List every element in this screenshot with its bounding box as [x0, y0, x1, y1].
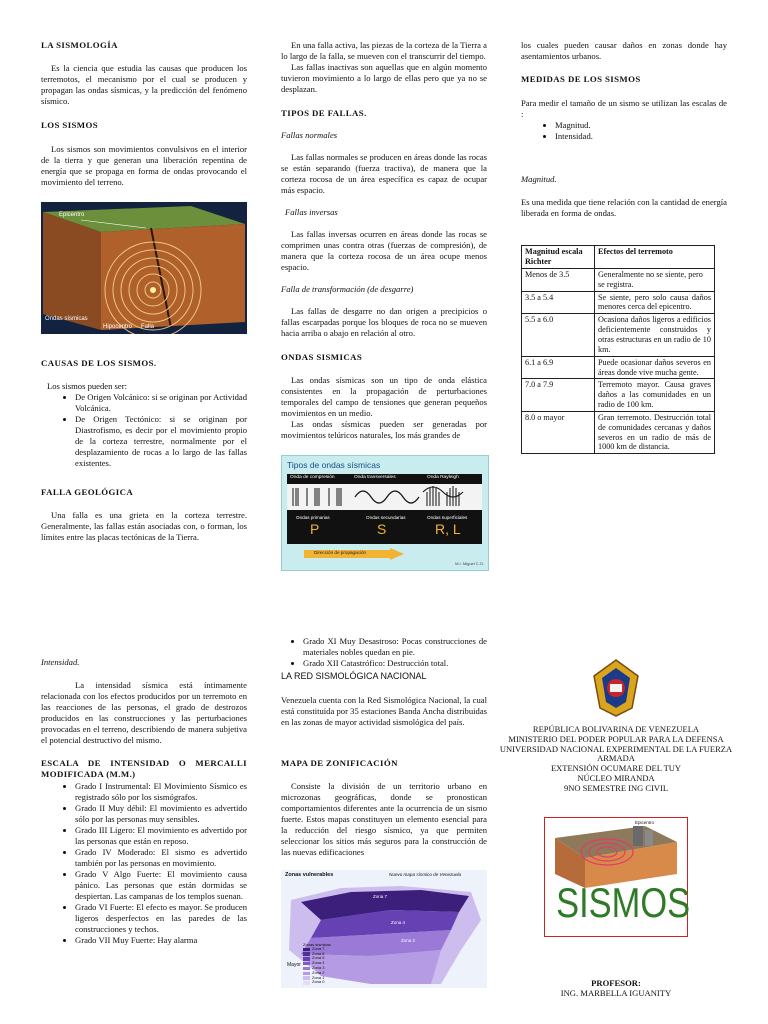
- cover-title: SISMOS: [556, 879, 691, 927]
- map-legend-item: [303, 980, 331, 985]
- table-row: [522, 379, 715, 412]
- zonification-map: [281, 870, 487, 988]
- map-legend-label: Zona 1: [312, 974, 325, 980]
- table-row: [522, 268, 715, 291]
- text-ondas-1: Las ondas sísmicas son un tipo de onda elástica consistentes en la propagación de perturbaciones temporales del campo de tensiones que generan pequeños movimientos en un medio.: [281, 374, 487, 418]
- map-subtitle: Nuevo mapa sísmico de Venezuela: [389, 871, 462, 877]
- map-legend-label: Zona 3: [312, 965, 325, 971]
- map-legend: [303, 942, 331, 985]
- map-legend-swatch: [303, 967, 310, 971]
- cover-line: 9NO SEMESTRE ING CIVIL: [563, 782, 669, 793]
- heading-mapa: MAPA DE ZONIFICACIÓN: [281, 757, 398, 768]
- heading-ondas: ONDAS SISMICAS: [281, 352, 363, 363]
- map-legend-swatch: [303, 972, 310, 976]
- table-row: [522, 411, 715, 453]
- subheading-fallas-inversas: Fallas inversas: [285, 207, 338, 218]
- map-legend-label: Zona 6: [312, 950, 325, 956]
- cover-institution-block: [496, 725, 736, 793]
- map-legend-label: Zona 2: [312, 969, 325, 975]
- wave-sub-primarias: Ondas primarias: [296, 514, 330, 520]
- grado-item: • Grado II Muy débil: El movimiento es advertido sólo por las personas muy sensibles.: [75, 803, 247, 825]
- table-cell: Puede ocasionar daños severos en áreas donde vive mucha gente.: [595, 356, 715, 379]
- column-1: [41, 40, 247, 543]
- wave-label-compresion: Onda de compresión: [290, 474, 335, 480]
- text-fallas-inactivas: Las fallas inactivas son aquellas que en algún momento tuvieron movimiento a lo largo de ellas pero que ya no se desplazan.: [281, 62, 487, 94]
- table-cell: 6.1 a 6.9: [522, 356, 595, 379]
- escala-item: • Magnitud.: [555, 120, 727, 131]
- map-zone-label: Zona 4: [391, 919, 406, 925]
- map-legend-label: Zona 5: [312, 955, 325, 961]
- subheading-intensidad: Intensidad.: [41, 657, 80, 667]
- emblem-container: [496, 658, 736, 721]
- map-title: Zonas vulnerables: [285, 871, 334, 878]
- causas-list: [41, 392, 247, 469]
- seismic-waves-figure: [281, 455, 489, 571]
- subheading-fallas-normales: Fallas normales: [281, 130, 338, 141]
- wave-letter-rl: R, L: [435, 520, 461, 537]
- grado-item: • Grado VII Muy Fuerte: Hay alarma: [75, 935, 247, 946]
- text-falla-activa: En una falla activa, las piezas de la corteza de la Tierra a lo largo de la falla, se mueven con el transcurrir del tiempo.: [281, 40, 487, 61]
- map-legend-title: Zonas sísmicas: [303, 941, 331, 947]
- map-legend-swatch: [303, 976, 310, 980]
- text-transformacion: Las fallas de desgarre no dan origen a precipicios o fallas escarpadas porque los bloques de roca no se mueven hacia arriba o abajo en relación al otro.: [281, 306, 487, 339]
- heading-falla: FALLA GEOLÓGICA: [41, 486, 134, 497]
- cover-line: UNIVERSIDAD NACIONAL EXPERIMENTAL DE LA FUERZA ARMADA: [499, 743, 733, 764]
- wave-label-rayleigh: Onda Rayleigh: [427, 474, 459, 480]
- wave-label-transversal: Onda transversales: [354, 474, 396, 480]
- figure-label-hipocentro: Hipocentro: [103, 323, 133, 330]
- cover-illustration: [544, 817, 691, 937]
- text-magnitud: Es una medida que tiene relación con la cantidad de energía liberada en forma de ondas.: [521, 197, 727, 219]
- map-zone-label: Zona 7: [373, 893, 388, 899]
- heading-tipos-fallas: TIPOS DE FALLAS.: [281, 108, 367, 118]
- figure-credit: M.I. Miguel C.O.: [455, 561, 484, 567]
- column-4: [41, 657, 247, 946]
- map-corner-label: Mayor: [287, 961, 301, 968]
- table-cell: Gran terremoto. Destrucción total de comunidades cercanas y daños severos en un radio de más de 1000 km de distancia.: [595, 411, 715, 453]
- column-6-cover: [496, 658, 736, 999]
- map-legend-label: Zona 7: [312, 945, 325, 951]
- map-legend-swatch: [303, 948, 310, 952]
- map-legend-swatch: [303, 952, 310, 956]
- grado-item: • Grado V Algo Fuerte: El movimiento causa pánico. Las personas que están dormidas se despiertan. Las campanas de los templos suenan.: [75, 869, 247, 902]
- figure-label-falla: Falla: [141, 323, 155, 330]
- map-legend-swatch: [303, 962, 310, 966]
- text-ondas-2: Las ondas sísmicas pueden ser generadas por movimientos telúricos naturales, los más grandes de: [281, 418, 487, 440]
- grado-item: • Grado VI Fuerte: El efecto es mayor. Se producen ligeros desperfectos en las paredes de las construcciones y techos.: [75, 902, 247, 935]
- table-cell: Generalmente no se siente, pero se registra.: [595, 268, 715, 291]
- table-cell: Ocasiona daños ligeros a edificios deficientemente construidos y otras estructuras en un radio de 10 km.: [595, 314, 715, 356]
- heading-sismos: LOS SISMOS: [41, 120, 99, 131]
- cover-line: REPÚBLICA BOLIVARINA DE VENEZUELA: [532, 724, 700, 734]
- map-legend-swatch: [303, 957, 310, 961]
- table-cell: 5.5 a 6.0: [522, 314, 595, 356]
- heading-mercalli: ESCALA DE INTENSIDAD O MERCALLI MODIFICADA (M.M.): [41, 758, 247, 780]
- wave-letter-s: S: [377, 520, 387, 537]
- text-fallas-normales: Las fallas normales se producen en áreas donde las rocas se están separando (fuerza tractiva), de manera que la corteza rocosa de un área específica es capaz de ocupar más espacio.: [281, 152, 487, 196]
- table-cell: 7.0 a 7.9: [522, 379, 595, 412]
- grado-item: • Grado IV Moderado: El sismo es advertido también por las personas en movimiento.: [75, 847, 247, 869]
- table-cell: Terremoto mayor. Causa graves daños a las comunidades en un radio de 100 km.: [595, 379, 715, 412]
- table-header-cell: Magnitud escala Richter: [522, 246, 595, 269]
- profesor-label: PROFESOR:: [591, 978, 641, 989]
- grado-item: • Grado XI Muy Desastroso: Pocas construcciones de materiales nobles quedan en pie.: [303, 636, 487, 658]
- table-header-cell: Efectos del terremoto: [595, 246, 715, 269]
- heading-medidas: MEDIDAS DE LOS SISMOS: [521, 74, 641, 84]
- table-cell: 3.5 a 5.4: [522, 291, 595, 314]
- text-fallas-inversas: Las fallas inversas ocurren en áreas donde las rocas se comprimen unas contra otras (fuerzas de compresión), de manera que la corteza rocosa de un área ocupe menos espacio.: [281, 229, 487, 273]
- heading-causas: CAUSAS DE LOS SISMOS.: [41, 357, 157, 368]
- heading-sismologia: LA SISMOLOGÍA: [41, 40, 118, 50]
- table-row: [522, 291, 715, 314]
- cover-image-label: Epicentro: [635, 820, 655, 826]
- profesor-block: [496, 979, 736, 999]
- table-row: [522, 314, 715, 356]
- table-cell: Se siente, pero solo causa daños menores cerca del epicentro.: [595, 291, 715, 314]
- cover-line: NÚCLEO MIRANDA: [577, 772, 655, 783]
- text-medidas: Para medir el tamaño de un sismo se utilizan las escalas de :: [521, 98, 727, 120]
- earth-block-figure: [41, 202, 247, 334]
- causa-item: • De Origen Volcánico: si se originan por Actividad Volcánica.: [75, 392, 247, 414]
- mercalli-list: [41, 781, 247, 946]
- cover-line: MINISTERIO DEL PODER POPULAR PARA LA DEFENSA: [508, 733, 724, 744]
- map-zone-label: Zona 2: [401, 937, 416, 943]
- causa-item: • De Origen Tectónico: si se originan por Diastrofismo, es decir por el movimiento propio de la corteza terrestre, normalmente por el desplazamiento de rocas a lo largo de las fallas existentes.: [75, 414, 247, 469]
- table-header-row: [522, 246, 715, 269]
- figure-label-epicentro: Epicentro: [59, 211, 85, 218]
- mercalli-list-continued: [281, 636, 487, 669]
- table-cell: 8.0 o mayor: [522, 411, 595, 453]
- text-sismologia: Es la ciencia que estudia las causas que producen los terremotos, el mecanismo por el cual se producen y propagan las ondas sísmicas, y la predicción del fenómeno sísmico.: [41, 63, 247, 107]
- table-cell: Menos de 3.5: [522, 268, 595, 291]
- wave-diagrams: [287, 482, 482, 512]
- subheading-magnitud: Magnitud.: [521, 174, 557, 185]
- text-intensidad: La intensidad sísmica está íntimamente relacionada con los efectos producidos por un terremoto en las reacciones de las personas, el grado de destrozos producidos en las construcciones y las perturbaciones provocadas en el terreno, describiendo de manera subjetiva el potencial destructivo del mismo.: [41, 680, 247, 745]
- table-row: [522, 356, 715, 379]
- escala-item: • Intensidad.: [555, 131, 727, 142]
- richter-table: [521, 245, 715, 454]
- escalas-list: [521, 120, 727, 142]
- wave-sub-secundarias: Ondas secundarias: [366, 514, 406, 520]
- wave-letter-p: P: [310, 520, 320, 537]
- wave-sub-superficiales: Ondas superficiales: [427, 514, 468, 520]
- propagation-label: Dirección de propagación: [314, 549, 367, 555]
- map-legend-label: Zona 4: [312, 960, 325, 966]
- text-mapa: Consiste la división de un territorio urbano en microzonas geográficas, donde se pronostican comportamientos diferentes ante la ocurrencia de un sismo fuerte. Estos mapas constituyen un elemento esencial para la reducción del riesgo sísmico, ya que permiten seleccionar los sitios más seguros para la construcción de las nuevas edificaciones: [281, 780, 487, 857]
- text-red-sismologica: Venezuela cuenta con la Red Sismológica Nacional, la cual está constituida por 35 estaciones Banda Ancha distribuidas en las zonas de mayor actividad sismológica del país.: [281, 694, 487, 727]
- text-danos-urbanos: los cuales pueden causar daños en zonas donde hay asentamientos urbanos.: [521, 40, 727, 61]
- wave-figure-title: Tipos de ondas sísmicas: [287, 459, 381, 470]
- grado-item: • Grado I Instrumental: El Movimiento Sísmico es registrado sólo por los sismógrafos.: [75, 781, 247, 803]
- map-legend-label: Zona 0: [312, 979, 325, 985]
- text-sismos: Los sismos son movimientos convulsivos en el interior de la tierra y que generan una liberación repentina de energía que se propaga en forma de ondas provocando el movimiento del terreno.: [41, 143, 247, 187]
- column-3: [521, 40, 727, 454]
- unefa-emblem-icon: [592, 658, 640, 718]
- text-falla: Una falla es una grieta en la corteza terrestre. Generalmente, las fallas están asociadas con, o forman, los límites entre las placas tectónicas de la Tierra.: [41, 510, 247, 542]
- grado-item: • Grado III Ligero: El movimiento es advertido por las personas que están en reposo.: [75, 825, 247, 847]
- subheading-transformacion: Falla de transformación (de desgarre): [281, 284, 414, 295]
- heading-red-sismologica: LA RED SISMOLÓGICA NACIONAL: [281, 671, 427, 681]
- figure-label-ondas: Ondas sísmicas: [45, 315, 88, 322]
- profesor-name: ING. MARBELLA IGUANITY: [560, 988, 672, 999]
- grado-item: • Grado XII Catastrófico: Destrucción total.: [303, 658, 487, 669]
- column-2: [281, 40, 487, 571]
- text-causas-intro: Los sismos pueden ser:: [47, 380, 127, 391]
- map-legend-swatch: [303, 981, 310, 985]
- hypocenter-dot: [150, 287, 156, 293]
- column-5: [281, 636, 487, 988]
- earth-block-diagram: [41, 202, 247, 334]
- cover-line: EXTENSIÓN OCUMARE DEL TUY: [550, 763, 682, 774]
